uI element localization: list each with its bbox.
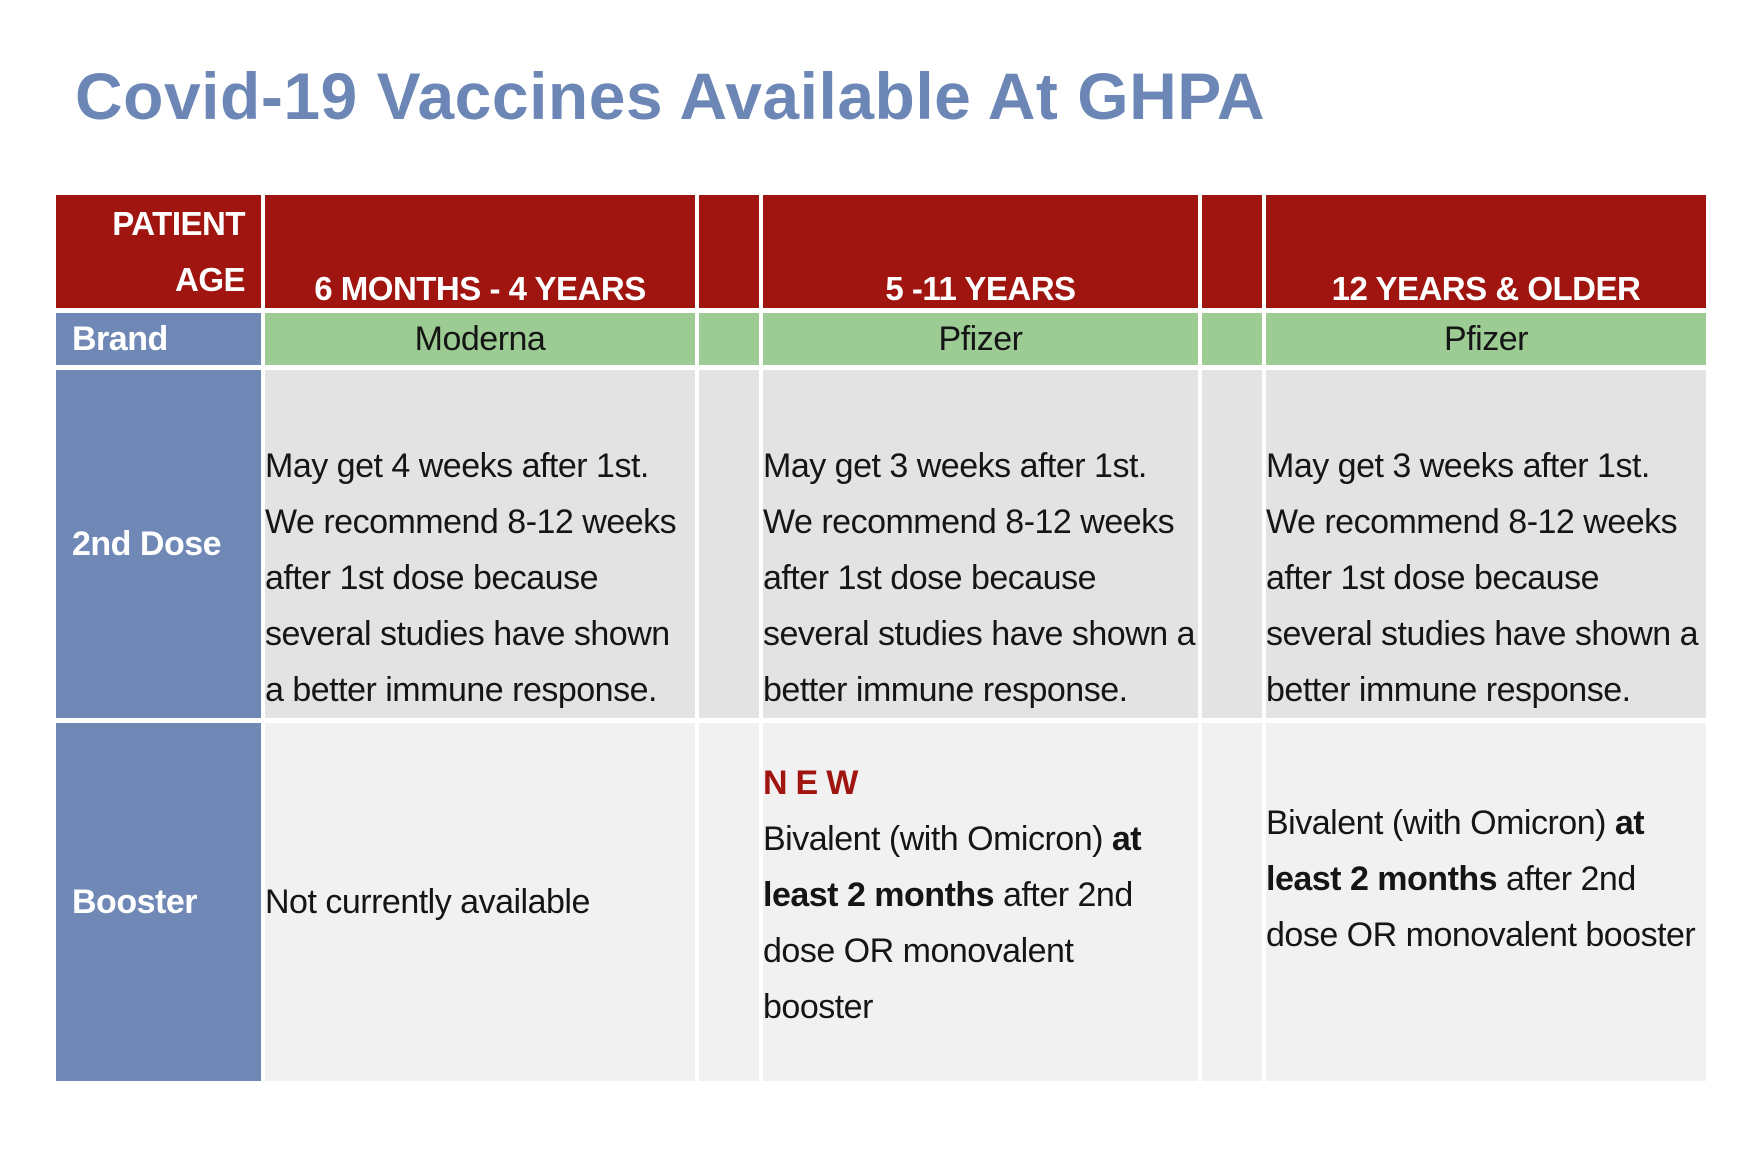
text-line: after 2nd [1497, 860, 1636, 898]
brand-row [56, 313, 1706, 365]
vaccine-table [52, 190, 1710, 1086]
header-gap [699, 195, 759, 308]
age-column-header-3: 12 YEARS & OLDER [1266, 195, 1706, 308]
text-line: We recommend 8-12 weeks [1266, 503, 1678, 541]
text-bold: least 2 months [1266, 860, 1498, 898]
text-line: after 1st dose because [265, 559, 599, 597]
second-dose-cell [1266, 370, 1706, 718]
text-bold: at [1614, 804, 1645, 842]
dose-gap [699, 370, 759, 718]
text-line: May get 4 weeks after 1st. [265, 447, 649, 485]
brand-cell: Pfizer [1266, 313, 1706, 365]
booster-cell [763, 723, 1198, 1081]
text-line: better immune response. [1266, 671, 1631, 709]
patient-age-header [56, 195, 261, 308]
text-line: after 1st dose because [763, 559, 1097, 597]
booster-cell: Not currently available [265, 723, 695, 1081]
second-dose-row [56, 370, 1706, 718]
text-line: better immune response. [763, 671, 1128, 709]
text-line: May get 3 weeks after 1st. [763, 447, 1147, 485]
booster-row [56, 723, 1706, 1081]
text-line: several studies have shown a [763, 615, 1196, 653]
brand-cell: Moderna [265, 313, 695, 365]
brand-cell: Pfizer [763, 313, 1198, 365]
brand-gap [699, 313, 759, 365]
dose-gap [1202, 370, 1262, 718]
text-bold: at [1111, 820, 1142, 858]
age-column-header-2: 5 -11 YEARS [763, 195, 1198, 308]
patient-age-line1: PATIENT [112, 205, 245, 242]
second-dose-row-label: 2nd Dose [56, 370, 261, 718]
text-line: after 1st dose because [1266, 559, 1600, 597]
brand-gap [1202, 313, 1262, 365]
text-line: dose OR monovalent booster [1266, 916, 1696, 954]
text-line: Bivalent (with Omicron) [1266, 804, 1615, 842]
new-badge: NEW [763, 764, 867, 802]
booster-row-label: Booster [56, 723, 261, 1081]
header-row [56, 195, 1706, 308]
text-line: We recommend 8-12 weeks [265, 503, 677, 541]
text-line: a better immune response. [265, 671, 657, 709]
text-line: dose OR monovalent [763, 932, 1074, 970]
text-line: We recommend 8-12 weeks [763, 503, 1175, 541]
header-gap [1202, 195, 1262, 308]
text-line: after 2nd [994, 876, 1133, 914]
second-dose-cell [265, 370, 695, 718]
text-line: several studies have shown a [1266, 615, 1699, 653]
text-line: booster [763, 988, 873, 1026]
booster-gap [1202, 723, 1262, 1081]
second-dose-cell [763, 370, 1198, 718]
age-column-header-1: 6 MONTHS - 4 YEARS [265, 195, 695, 308]
text-line: Bivalent (with Omicron) [763, 820, 1112, 858]
booster-gap [699, 723, 759, 1081]
text-line: May get 3 weeks after 1st. [1266, 447, 1650, 485]
text-line: several studies have shown [265, 615, 670, 653]
patient-age-line2: AGE [174, 261, 245, 298]
brand-row-label: Brand [56, 313, 261, 365]
text-bold: least 2 months [763, 876, 995, 914]
page-title: Covid-19 Vaccines Available At GHPA [75, 59, 1266, 133]
booster-cell [1266, 723, 1706, 1081]
